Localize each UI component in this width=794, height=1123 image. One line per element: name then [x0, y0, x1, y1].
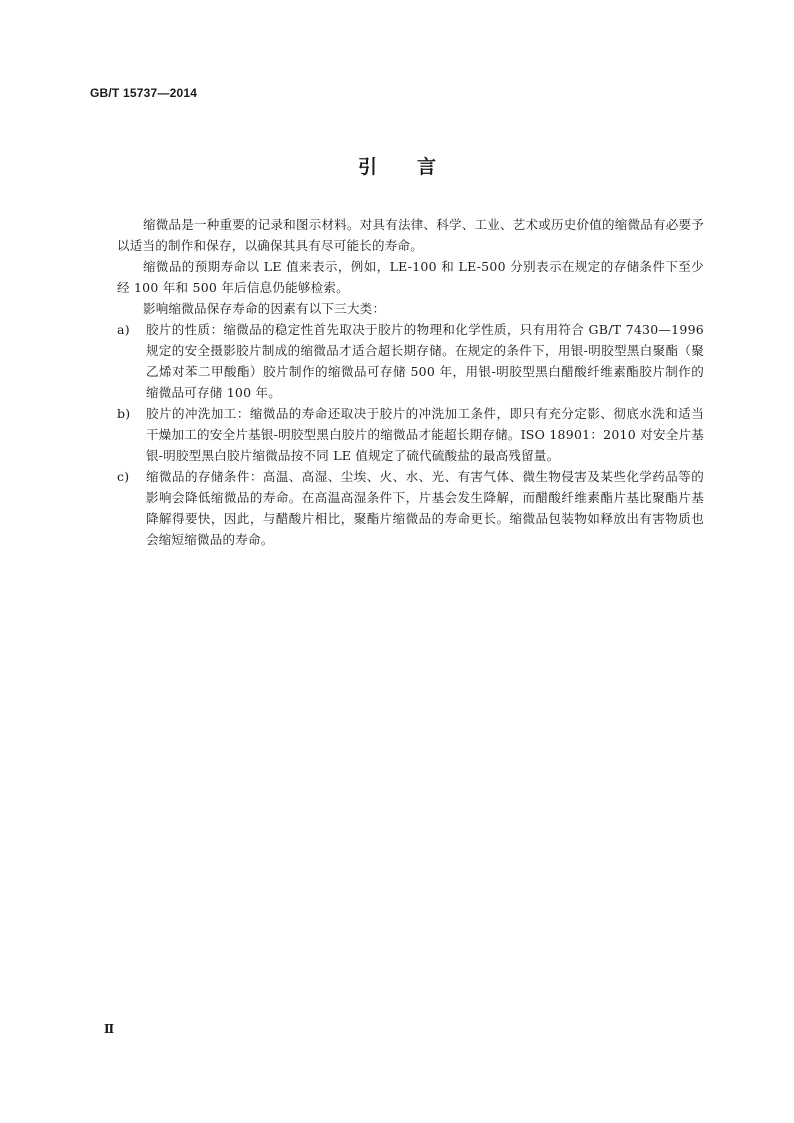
factor-list [117, 319, 704, 550]
introduction-body [117, 214, 704, 550]
title-char-1: 引 [357, 156, 377, 178]
title-char-2: 言 [417, 156, 437, 178]
list-item-text: 缩微品的存储条件：高温、高湿、尘埃、火、水、光、有害气体、微生物侵害及某些化学药品等的影响会降低缩微品的寿命。在高温高湿条件下，片基会发生降解，而醋酸纤维素酯片基比聚酯片基降解得要快，因此，与醋酸片相比，聚酯片缩微品的寿命更长。缩微品包装物如释放出有害物质也会缩短缩微品的寿命。 [146, 469, 704, 547]
list-item [117, 319, 704, 403]
page-number: Ⅱ [104, 1022, 115, 1036]
page-title [0, 152, 794, 179]
standard-code: GB/T 15737—2014 [90, 86, 198, 100]
list-marker: a) [117, 322, 130, 337]
paragraph-2: 缩微品的预期寿命以 LE 值来表示，例如，LE-100 和 LE-500 分别表示在规定的存储条件下至少经 100 年和 500 年后信息仍能够检索。 [117, 259, 704, 295]
list-item-text: 胶片的冲洗加工：缩微品的寿命还取决于胶片的冲洗加工条件，即只有充分定影、彻底水洗和适当干燥加工的安全片基银-明胶型黑白胶片的缩微品才能超长期存储。ISO 18901：2010 对安全片基银-明胶型黑白胶片缩微品按不同 LE 值规定了硫代硫酸盐的最高残留量。 [146, 406, 704, 463]
list-item [117, 403, 704, 466]
list-item [117, 466, 704, 550]
list-item-text: 胶片的性质：缩微品的稳定性首先取决于胶片的物理和化学性质，只有用符合 GB/T 7430—1996 规定的安全摄影胶片制成的缩微品才适合超长期存储。在规定的条件下，用银-明胶型黑白聚酯（聚乙烯对苯二甲酸酯）胶片制作的缩微品可存储 500 年，用银-明胶型黑白醋酸纤维素酯胶片制作的缩微品可存储 100 年。 [146, 322, 704, 400]
paragraph-1: 缩微品是一种重要的记录和图示材料。对具有法律、科学、工业、艺术或历史价值的缩微品有必要予以适当的制作和保存，以确保其具有尽可能长的寿命。 [117, 217, 705, 253]
list-marker: b) [117, 406, 131, 421]
list-marker: c) [117, 469, 130, 484]
paragraph-3: 影响缩微品保存寿命的因素有以下三大类： [143, 301, 386, 316]
